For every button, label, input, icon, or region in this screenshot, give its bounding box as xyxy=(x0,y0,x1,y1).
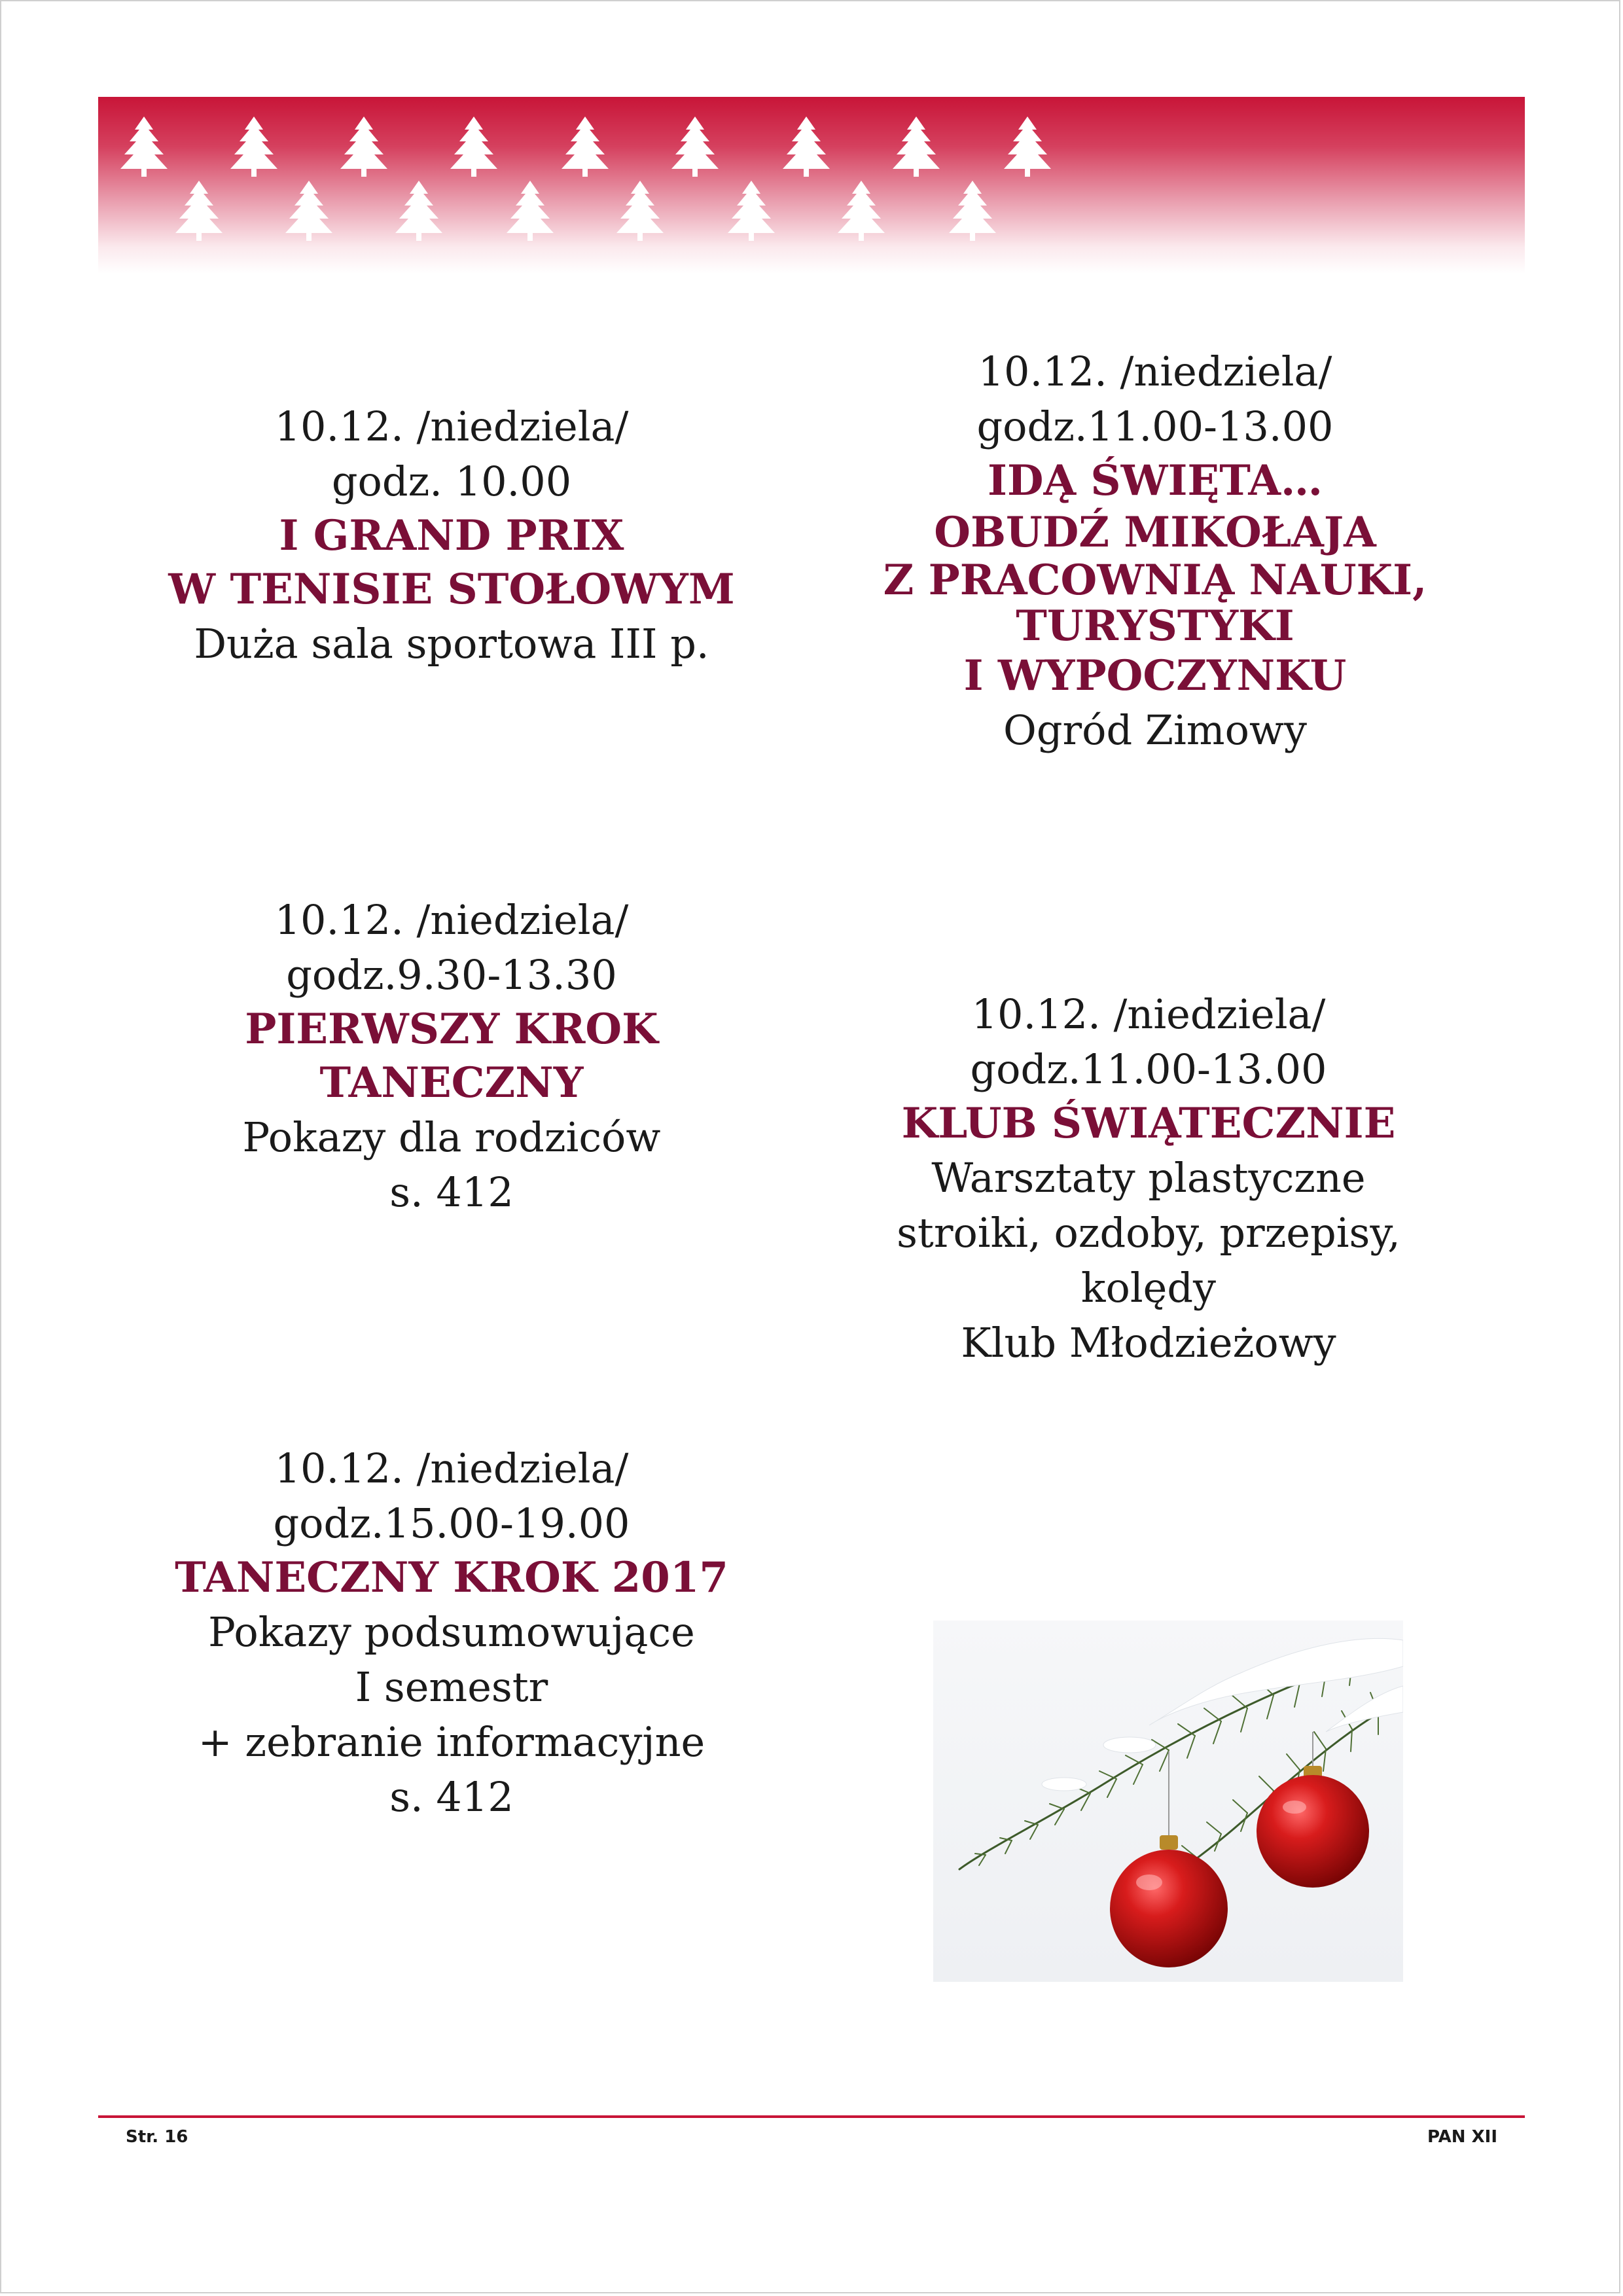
event-detail: stroiki, ozdoby, przepisy, xyxy=(897,1209,1400,1257)
event-time: godz.11.00-13.00 xyxy=(976,403,1334,450)
event-detail: + zebranie informacyjne xyxy=(198,1718,705,1766)
event-pierwszy-krok xyxy=(124,893,779,1220)
event-title: Z PRACOWNIĄ NAUKI, xyxy=(883,556,1427,605)
event-title: OBUDŹ MIKOŁAJA xyxy=(934,508,1376,557)
event-detail: Pokazy dla rodziców xyxy=(242,1113,661,1161)
event-date: 10.12. /niedziela/ xyxy=(274,403,629,450)
event-title: I GRAND PRIX xyxy=(279,511,624,560)
event-title: TANECZNY xyxy=(319,1058,584,1107)
event-time: godz.9.30-13.30 xyxy=(286,951,617,999)
event-title: PIERWSZY KROK xyxy=(245,1005,658,1054)
event-detail: I semestr xyxy=(355,1663,548,1711)
event-title: I WYPOCZYNKU xyxy=(963,651,1347,700)
footer-divider xyxy=(98,2115,1525,2118)
christmas-banner xyxy=(98,97,1525,274)
event-title: TANECZNY KROK 2017 xyxy=(175,1553,728,1602)
event-title: IDĄ ŚWIĘTA… xyxy=(988,456,1323,505)
event-location: Ogród Zimowy xyxy=(1003,706,1307,754)
event-time: godz.15.00-19.00 xyxy=(273,1499,630,1547)
event-date: 10.12. /niedziela/ xyxy=(978,348,1332,395)
event-detail: kolędy xyxy=(1080,1264,1217,1312)
event-ida-swieta xyxy=(828,344,1482,758)
event-title: TURYSTYKI xyxy=(1016,601,1294,651)
event-title: W TENISIE STOŁOWYM xyxy=(168,565,735,614)
event-date: 10.12. /niedziela/ xyxy=(971,990,1326,1038)
footer-page-number: Str. 16 xyxy=(126,2127,188,2147)
event-date: 10.12. /niedziela/ xyxy=(274,1444,629,1492)
event-time: godz.11.00-13.00 xyxy=(970,1045,1327,1093)
event-taneczny-krok-2017 xyxy=(124,1441,779,1825)
event-location: Klub Młodzieżowy xyxy=(961,1319,1336,1367)
event-title: KLUB ŚWIĄTECZNIE xyxy=(901,1099,1396,1148)
christmas-trees-decoration xyxy=(98,97,1525,274)
event-location: Duża sala sportowa III p. xyxy=(194,620,709,668)
event-time: godz. 10.00 xyxy=(331,457,572,505)
event-klub-swiatecznie xyxy=(821,987,1476,1371)
christmas-ornament-image xyxy=(933,1621,1403,1982)
event-detail: Warsztaty plastyczne xyxy=(931,1154,1366,1202)
footer-publication: PAN XII xyxy=(1427,2127,1497,2147)
event-location: s. 412 xyxy=(389,1168,514,1216)
event-date: 10.12. /niedziela/ xyxy=(274,896,629,944)
event-location: s. 412 xyxy=(389,1773,514,1821)
event-table-tennis xyxy=(124,399,779,672)
event-detail: Pokazy podsumowujące xyxy=(208,1608,695,1656)
